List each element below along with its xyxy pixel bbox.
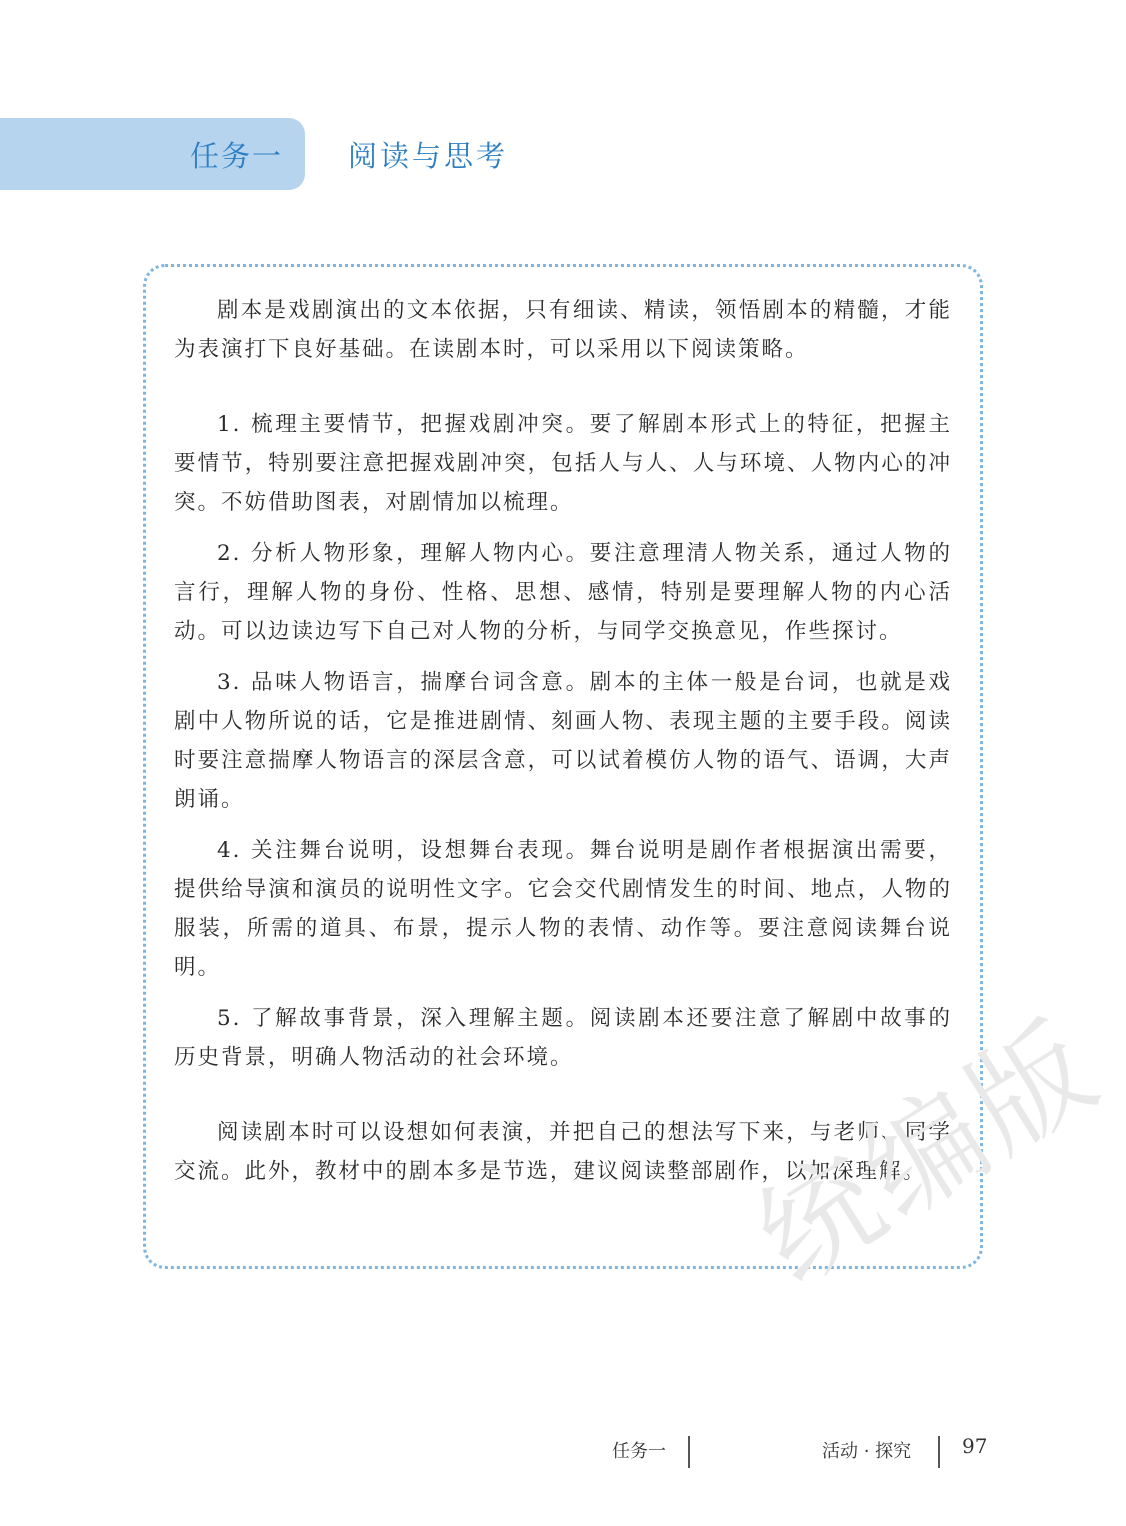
intro-paragraph: 剧本是戏剧演出的文本依据，只有细读、精读，领悟剧本的精髓，才能为表演打下良好基础。在读剧本时，可以采用以下阅读策略。: [174, 298, 952, 362]
strategy-item-2: 2. 分析人物形象，理解人物内心。要注意理清人物关系，通过人物的言行，理解人物的身份、性格、思想、感情，特别是要理解人物的内心活动。可以边读边写下自己对人物的分析，与同学交换意见，作些探讨。: [174, 541, 952, 644]
task-label: 任务一: [190, 139, 284, 173]
strategy-item-5: 5. 了解故事背景，深入理解主题。阅读剧本还要注意了解剧中故事的历史背景，明确人物活动的社会环境。: [174, 1006, 952, 1070]
footer-divider: [688, 1436, 690, 1468]
strategy-item-3: 3. 品味人物语言，揣摩台词含意。剧本的主体一般是台词，也就是戏剧中人物所说的话，它是推进剧情、刻画人物、表现主题的主要手段。阅读时要注意揣摩人物语言的深层含意，可以试着模仿人物的语气、语调，大声朗诵。: [174, 670, 952, 812]
closing-paragraph: 阅读剧本时可以设想如何表演，并把自己的想法写下来，与老师、同学交流。此外，教材中的剧本多是节选，建议阅读整部剧作，以加深理解。: [174, 1120, 952, 1184]
strategy-item-4: 4. 关注舞台说明，设想舞台表现。舞台说明是剧作者根据演出需要，提供给导演和演员的说明性文字。它会交代剧情发生的时间、地点，人物的服装，所需的道具、布景，提示人物的表情、动作等。要注意阅读舞台说明。: [174, 838, 952, 980]
footer-task: 任务一: [612, 1441, 666, 1462]
watermark: 统编版: [733, 994, 1123, 1310]
reading-guide-content: [174, 291, 952, 1191]
footer-divider: [938, 1436, 940, 1468]
footer-section: 活动 · 探究: [822, 1441, 912, 1462]
task-title: 阅读与思考: [348, 139, 509, 173]
page-number: 97: [962, 1434, 988, 1458]
strategy-item-1: 1. 梳理主要情节，把握戏剧冲突。要了解剧本形式上的特征，把握主要情节，特别要注意把握戏剧冲突，包括人与人、人与环境、人物内心的冲突。不妨借助图表，对剧情加以梳理。: [174, 412, 952, 515]
